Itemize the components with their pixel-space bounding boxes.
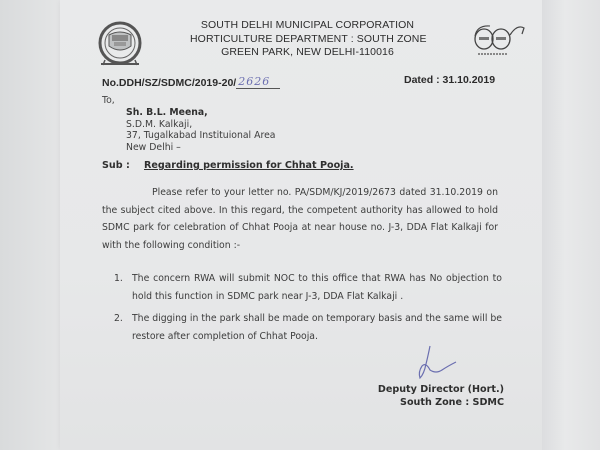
addressee-block [126,107,276,153]
condition-number: 1. [114,273,123,284]
handwritten-signature-icon [412,344,464,380]
addressee-line-2: 37, Tugalkabad Instituional Area [126,130,276,141]
conditions-list [114,270,502,350]
letterhead-line-1: SOUTH DELHI MUNICIPAL CORPORATION [200,19,415,31]
letter-date: Dated : 31.10.2019 [404,74,496,86]
page-background-edge [542,0,600,450]
body-paragraph-text: Please refer to your letter no. PA/SDM/KJ/2019/2673 dated 31.10.2019 on the subject cited above. In this regard, the competent authority has allowed to hold SDMC park for celebration of Chhat Pooja at near house no. J-3, DDA Flat Kalkaji for with the following condition :- [102,187,498,251]
condition-number: 2. [114,313,123,324]
letterhead-line-3: GREEN PARK, NEW DELHI-110016 [221,46,394,59]
addressee-name: Sh. B.L. Meena, [126,107,208,118]
reference-number [102,76,280,90]
signatory-block [374,383,504,409]
subject-label: Sub : [102,160,130,171]
addressee-line-1: S.D.M. Kalkaji, [126,118,193,130]
condition-item [114,270,502,305]
body-paragraph [102,184,498,254]
swachh-bharat-spectacles-icon [470,22,526,58]
letterhead [190,19,425,60]
sdmc-emblem-icon [95,20,145,72]
addressee-line-3: New Delhi – [126,141,181,153]
condition-text: The concern RWA will submit NOC to this office that RWA has No objection to hold this function in SDMC park near J-3, DDA Flat Kalkaji . [132,273,502,302]
reference-prefix: No.DDH/SZ/SDMC/2019-20/ [102,77,237,89]
to-label: To, [102,95,115,106]
subject-text: Regarding permission for Chhat Pooja. [144,160,354,171]
letterhead-line-2: HORTICULTURE DEPARTMENT : SOUTH ZONE [190,32,427,45]
signatory-office: South Zone : SDMC [400,397,504,408]
handwritten-reference-number: 2626 [236,75,280,89]
signatory-title: Deputy Director (Hort.) [377,384,504,395]
condition-text: The digging in the park shall be made on temporary basis and the same will be restore after completion of Chhat Pooja. [132,313,502,342]
condition-item [114,310,502,345]
